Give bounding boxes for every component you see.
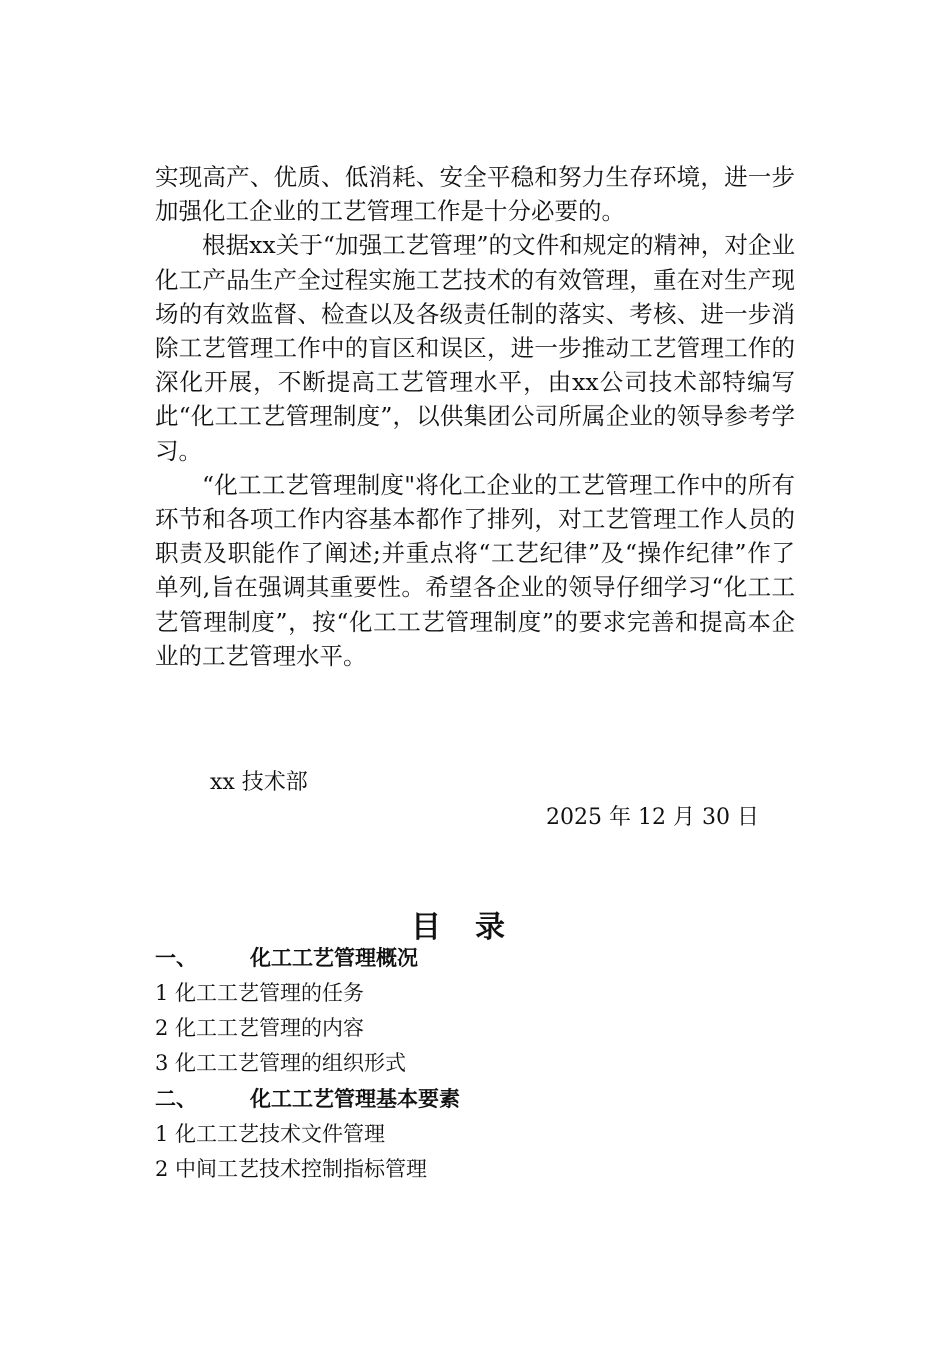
toc-item[interactable]: 2 化工工艺管理的内容 <box>155 1016 365 1040</box>
toc-section-title: 化工工艺管理基本要素 <box>250 1087 460 1111</box>
toc-item[interactable]: 1 化工工艺管理的任务 <box>155 981 365 1005</box>
toc-section-number: 二、 <box>155 1087 197 1111</box>
preface-body <box>155 160 795 673</box>
toc-item[interactable]: 2 中间工艺技术控制指标管理 <box>155 1157 428 1181</box>
paragraph-3: “化工工艺管理制度"将化工企业的工艺管理工作中的所有环节和各项工作内容基本都作了排列，对工艺管理工作人员的职责及职能作了阐述;并重点将“工艺纪律”及“操作纪律”作了单列,旨在强调其重要性。希望各企业的领导仔细学习“化工工艺管理制度”，按“化工工艺管理制度”的要求完善和提高本企业的工艺管理水平。 <box>155 470 795 670</box>
toc-item[interactable]: 1 化工工艺技术文件管理 <box>155 1122 386 1146</box>
paragraph-1: 实现高产、优质、低消耗、安全平稳和努力生存环境，进一步加强化工企业的工艺管理工作是十分必要的。 <box>155 163 795 226</box>
toc-title: 目录 <box>411 910 539 945</box>
toc-section-title: 化工工艺管理概况 <box>250 946 418 970</box>
signature-department: xx 技术部 <box>210 770 308 795</box>
signature-date: 2025 年 12 月 30 日 <box>546 805 759 830</box>
toc-item[interactable]: 3 化工工艺管理的组织形式 <box>155 1051 407 1075</box>
toc-section-heading[interactable] <box>155 940 795 976</box>
toc-list <box>155 940 795 1187</box>
paragraph-2: 根据xx关于“加强工艺管理”的文件和规定的精神，对企业化工产品生产全过程实施工艺技术的有效管理，重在对生产现场的有效监督、检查以及各级责任制的落实、考核、进一步消除工艺管理工作中的盲区和误区，进一步推动工艺管理工作的深化开展，不断提高工艺管理水平，由xx公司技术部特编写此“化工工艺管理制度”，以供集团公司所属企业的领导参考学习。 <box>155 231 795 465</box>
toc-section-number: 一、 <box>155 946 197 970</box>
toc-section-heading[interactable] <box>155 1081 795 1117</box>
